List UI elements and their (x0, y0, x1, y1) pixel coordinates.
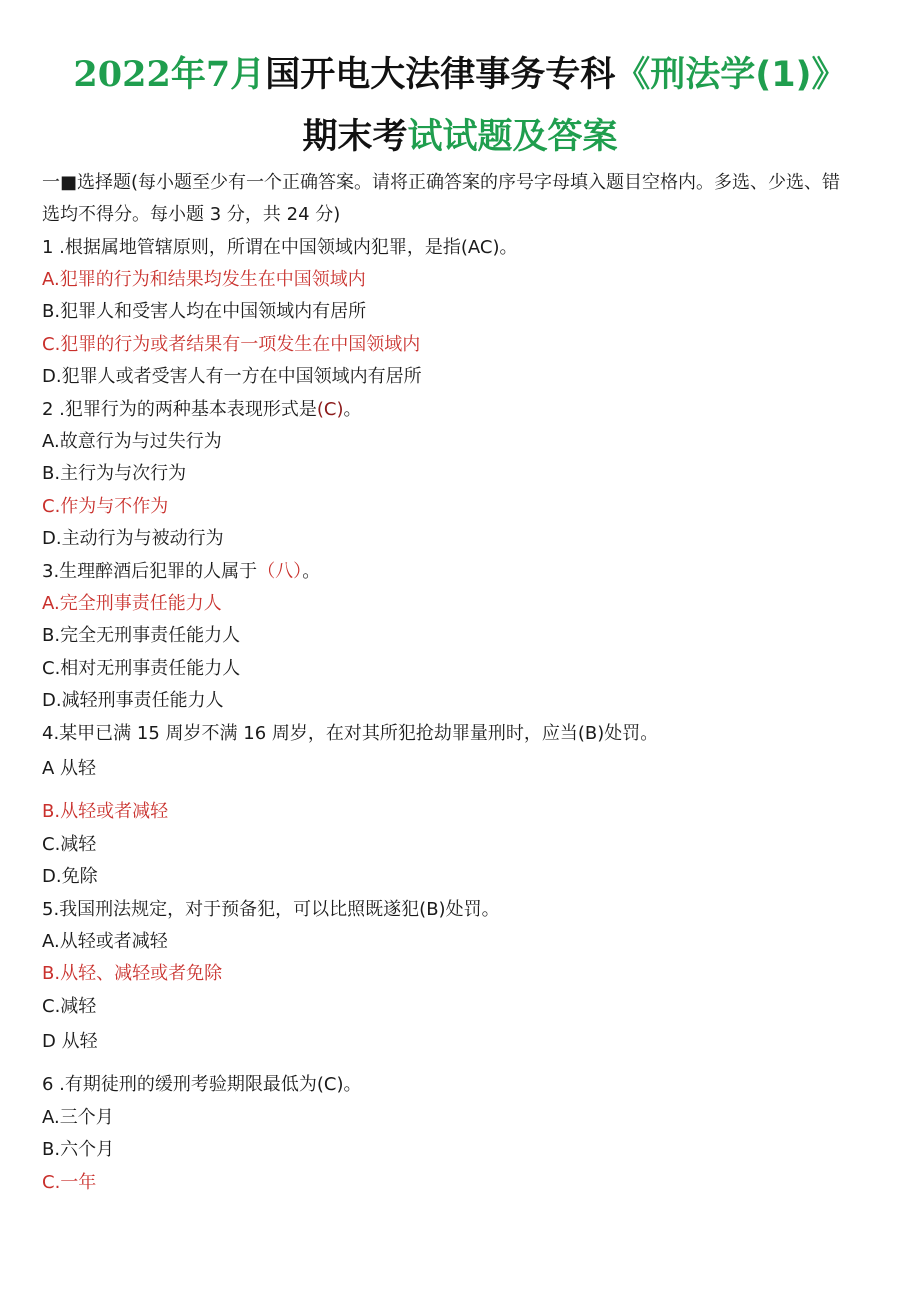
question-5-option-b-correct: B.从轻、减轻或者免除 (42, 963, 223, 984)
question-5-option-c: C.减轻 (42, 996, 97, 1017)
title-questions: 试试题 (407, 117, 513, 157)
question-6-option-a: A.三个月 (42, 1107, 114, 1128)
question-2-option-a: A.故意行为与过失行为 (42, 431, 222, 452)
question-2-option-c-correct: C.作为与不作为 (42, 496, 169, 517)
section-instructions-line2: 选均不得分。每小题 3 分，共 24 分) (42, 204, 341, 225)
question-3-answer: （八） (257, 561, 303, 582)
question-1-option-c-correct: C.犯罪的行为或者结果有一项发生在中国领域内 (42, 334, 421, 355)
title-exam: 期末考 (302, 117, 408, 157)
question-1-option-d: D.犯罪人或者受害人有一方在中国领域内有居所 (42, 366, 422, 387)
question-2-stem-text: 2 .犯罪行为的两种基本表现形式是 (42, 399, 317, 420)
question-4-option-a: A 从轻 (42, 758, 97, 779)
document-title-line1 (0, 50, 920, 100)
question-3-stem (42, 559, 320, 585)
question-4-option-b-correct: B.从轻或者减轻 (42, 801, 169, 822)
question-4-option-d: D.免除 (42, 866, 98, 887)
question-4-option-c: C.减轻 (42, 834, 97, 855)
question-1-option-a-correct: A.犯罪的行为和结果均发生在中国领域内 (42, 269, 366, 290)
question-1-stem: 1 .根据属地管辖原则，所谓在中国领域内犯罪，是指(AC)。 (42, 237, 518, 258)
question-6-stem: 6 .有期徒刑的缓刑考验期限最低为(C)。 (42, 1074, 362, 1095)
document-title-line2 (0, 112, 920, 162)
question-3-stem-text: 3.生理醉酒后犯罪的人属于 (42, 561, 258, 582)
question-2-stem-end: 。 (343, 399, 362, 420)
title-answers: 及答案 (512, 117, 618, 157)
question-6-option-b: B.六个月 (42, 1139, 115, 1160)
question-2-option-b: B.主行为与次行为 (42, 463, 187, 484)
question-2-answer: (C) (316, 399, 344, 420)
question-6-option-c-correct: C.一年 (42, 1172, 97, 1193)
question-5-option-d: D 从轻 (42, 1031, 98, 1052)
title-course-name: 国开电大法律事务专科 (265, 55, 616, 95)
question-4-stem: 4.某甲已满 15 周岁不满 16 周岁，在对其所犯抢劫罪量刑时，应当(B)处罚。 (42, 723, 659, 744)
title-subject: 《刑法学(1)》 (615, 55, 847, 95)
question-1-option-b: B.犯罪人和受害人均在中国领域内有居所 (42, 301, 367, 322)
question-3-option-d: D.减轻刑事责任能力人 (42, 690, 224, 711)
question-5-stem: 5.我国刑法规定，对于预备犯，可以比照既遂犯(B)处罚。 (42, 899, 500, 920)
question-3-option-a-correct: A.完全刑事责任能力人 (42, 593, 222, 614)
question-3-option-b: B.完全无刑事责任能力人 (42, 625, 241, 646)
question-2-option-d: D.主动行为与被动行为 (42, 528, 224, 549)
question-5-option-a: A.从轻或者减轻 (42, 931, 168, 952)
question-3-stem-end: 。 (302, 561, 321, 582)
section-instructions-line1: 一■选择题(每小题至少有一个正确答案。请将正确答案的序号字母填入题目空格内。多选、少选、错 (42, 172, 841, 193)
question-2-stem (42, 397, 362, 423)
question-3-option-c: C.相对无刑事责任能力人 (42, 658, 241, 679)
title-date: 2022年7月 (73, 54, 266, 95)
